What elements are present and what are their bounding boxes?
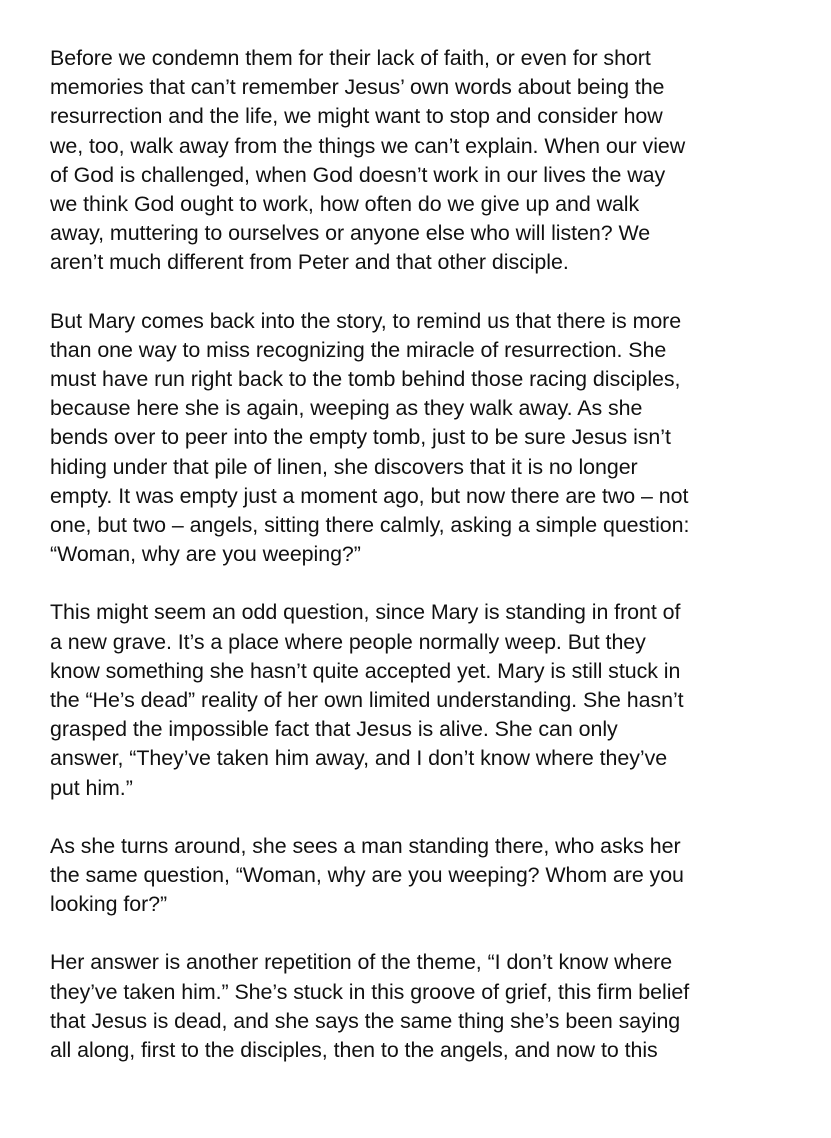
text-line: the same question, “Woman, why are you weeping? Whom are you: [50, 863, 684, 888]
text-line: But Mary comes back into the story, to remind us that there is more: [50, 308, 682, 333]
text-line: than one way to miss recognizing the miracle of resurrection. She: [50, 337, 667, 362]
text-line: we, too, walk away from the things we can’t explain. When our view: [50, 133, 686, 158]
text-line: know something she hasn’t quite accepted yet. Mary is still stuck in: [50, 658, 681, 683]
text-line: of God is challenged, when God doesn’t work in our lives the way: [50, 162, 666, 187]
text-line: that Jesus is dead, and she says the same thing she’s been saying: [50, 1008, 681, 1033]
paragraph-2: [50, 307, 795, 570]
paragraph-3: [50, 598, 795, 802]
text-line: empty. It was empty just a moment ago, but now there are two – not: [50, 483, 689, 508]
text-line: must have run right back to the tomb behind those racing disciples,: [50, 367, 681, 392]
document-page: [50, 44, 795, 1094]
text-line: answer, “They’ve taken him away, and I don’t know where they’ve: [50, 746, 668, 771]
text-line: This might seem an odd question, since Mary is standing in front of: [50, 600, 681, 625]
text-line: one, but two – angels, sitting there calmly, asking a simple question:: [50, 513, 690, 538]
text-line: they’ve taken him.” She’s stuck in this groove of grief, this firm belief: [50, 979, 690, 1004]
text-line: aren’t much different from Peter and that other disciple.: [50, 250, 569, 275]
text-line: “Woman, why are you weeping?”: [50, 542, 361, 567]
text-line: resurrection and the life, we might want to stop and consider how: [50, 104, 663, 129]
paragraph-5: [50, 948, 795, 1065]
text-line: put him.”: [50, 775, 133, 800]
text-line: the “He’s dead” reality of her own limited understanding. She hasn’t: [50, 688, 684, 713]
paragraph-4: [50, 832, 795, 920]
text-line: all along, first to the disciples, then to the angels, and now to this: [50, 1038, 658, 1063]
text-line: looking for?”: [50, 892, 168, 917]
text-line: memories that can’t remember Jesus’ own words about being the: [50, 75, 665, 100]
text-line: Her answer is another repetition of the theme, “I don’t know where: [50, 950, 673, 975]
text-line: As she turns around, she sees a man standing there, who asks her: [50, 833, 681, 858]
paragraph-1: [50, 44, 795, 278]
text-line: we think God ought to work, how often do we give up and walk: [50, 192, 640, 217]
text-line: a new grave. It’s a place where people normally weep. But they: [50, 629, 646, 654]
text-line: away, muttering to ourselves or anyone else who will listen? We: [50, 221, 651, 246]
text-line: because here she is again, weeping as they walk away. As she: [50, 396, 643, 421]
text-line: hiding under that pile of linen, she discovers that it is no longer: [50, 454, 638, 479]
text-line: Before we condemn them for their lack of faith, or even for short: [50, 46, 651, 70]
text-line: bends over to peer into the empty tomb, just to be sure Jesus isn’t: [50, 425, 671, 450]
text-line: grasped the impossible fact that Jesus is alive. She can only: [50, 717, 618, 742]
